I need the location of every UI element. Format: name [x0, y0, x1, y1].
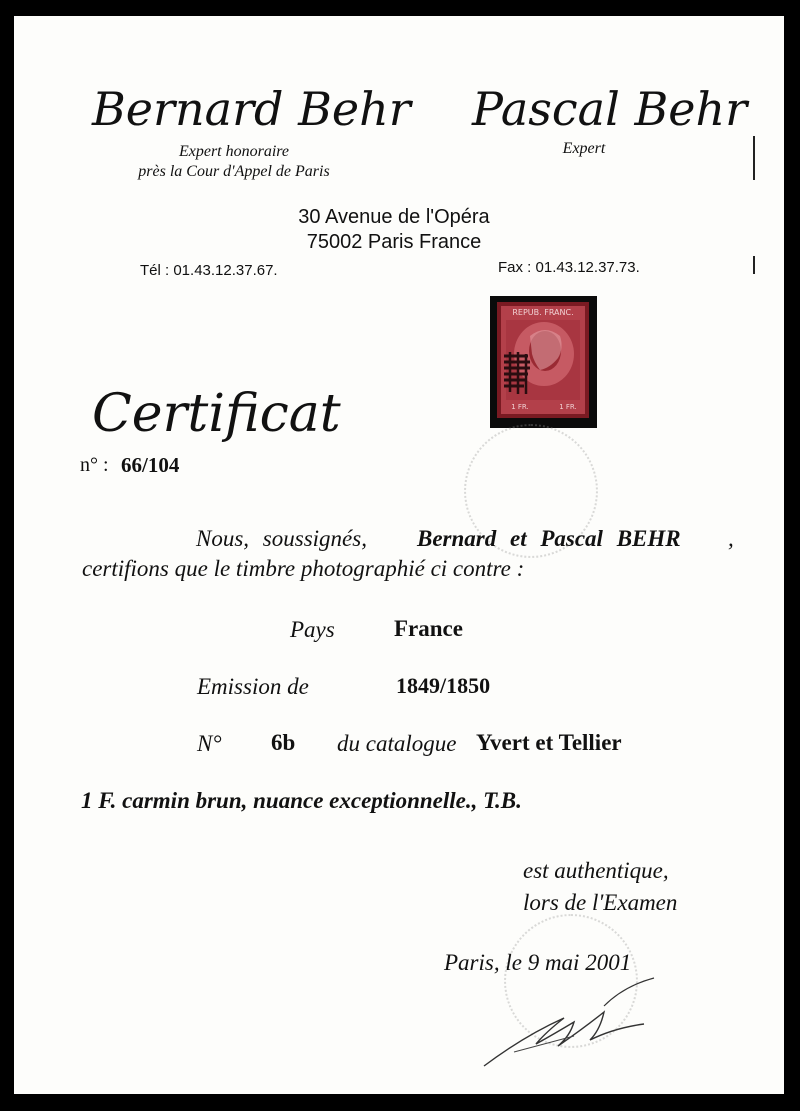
catalog-number: 6b — [271, 730, 296, 755]
certificate-number: 66/104 — [121, 453, 180, 477]
place-and-date: Paris, le 9 mai 2001 — [444, 950, 632, 975]
signature-name-pascal: Pascal Behr — [472, 82, 748, 136]
certificate-page — [14, 16, 784, 1094]
address-line-1: 30 Avenue de l'Opéra — [298, 206, 490, 228]
phone-number: Tél : 01.43.12.37.67. — [140, 262, 278, 279]
title-left-1: Expert honoraire — [178, 143, 290, 160]
certificate-heading: Certificat — [92, 384, 341, 444]
stamp-photo — [490, 296, 597, 428]
intro-line-1a: Nous, soussignés, — [196, 526, 367, 551]
signature-name-bernard: Bernard Behr — [92, 82, 411, 136]
catalog-label: du catalogue — [337, 731, 457, 756]
intro-comma: , — [728, 526, 734, 551]
signatories-names: Bernard et Pascal BEHR — [417, 526, 681, 551]
stamp-value-right: 1 FR. — [559, 403, 577, 411]
country-value: France — [394, 616, 463, 641]
catalog-name: Yvert et Tellier — [476, 730, 622, 755]
stamp-value-left: 1 FR. — [511, 403, 529, 411]
fax-number: Fax : 01.43.12.37.73. — [498, 259, 640, 276]
expert-signature — [454, 966, 674, 1076]
stamp-description: 1 F. carmin brun, nuance exceptionnelle., T.B. — [81, 788, 522, 813]
emission-value: 1849/1850 — [396, 673, 491, 698]
authentic-line-2: lors de l'Examen — [523, 890, 678, 915]
intro-line-2: certifions que le timbre photographié ci contre : — [82, 556, 525, 581]
stamp-ceres-image — [490, 296, 597, 428]
margin-bar-top — [753, 136, 755, 180]
margin-bar-mid — [753, 256, 755, 274]
emission-label: Emission de — [197, 674, 309, 699]
authentic-line-1: est authentique, — [523, 858, 669, 883]
catalog-number-symbol: N° — [197, 731, 222, 756]
title-left-2: près la Cour d'Appel de Paris — [138, 163, 330, 180]
country-label: Pays — [290, 617, 335, 642]
title-right: Expert — [562, 140, 606, 157]
certificate-number-label: n° : — [80, 454, 109, 476]
address-line-2: 75002 Paris France — [306, 231, 482, 253]
stamp-top-text: REPUB. FRANC. — [512, 308, 574, 317]
